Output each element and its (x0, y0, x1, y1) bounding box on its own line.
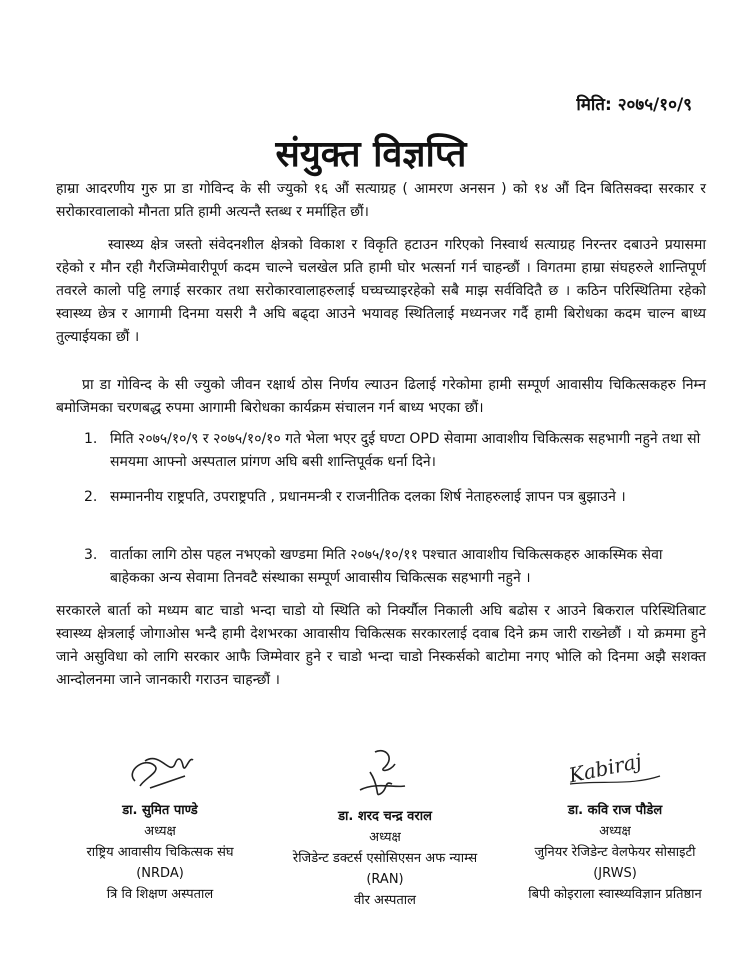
paragraph-intro: हाम्रा आदरणीय गुरु प्रा डा गोविन्द के सी ज्युको १६ औं सत्याग्रह ( आमरण अनसन ) को १४ औं दिन बितिसक्दा सरकार र सरोकारवालाको मौनता प्रति हामी अत्यन्तै स्तब्ध र मर्माहित छौं। (56, 181, 706, 220)
signatory-org: राष्ट्रिय आवासीय चिकित्सक संघ (86, 845, 234, 860)
signatory-org: रेजिडेन्ट डक्टर्स एसोसिएसन अफ न्याम्स (292, 851, 478, 866)
program-list-item-3 (84, 544, 708, 590)
signatory-org: जुनियर रेजिडेन्ट वेलफेयर सोसाइटी (534, 845, 696, 860)
list-number: 2. (84, 489, 98, 505)
signatory-hospital: वीर अस्पताल (353, 893, 416, 908)
list-number: 1. (84, 431, 98, 447)
signatory-role: अध्यक्ष (599, 824, 631, 839)
signature-sumit-icon (115, 736, 205, 796)
paragraph-program-notice: प्रा डा गोविन्द के सी ज्युको जीवन रक्षार्थ ठोस निर्णय ल्याउन ढिलाई गरेकोमा हामी सम्पूर्ण आवासीय चिकित्सकहरु निम्न बमोजिमका चरणबद्ध रुपमा आगामी बिरोधका कार्यक्रम संचालन गर्न बाध्य भएका छौं। (56, 377, 706, 416)
signatory-name: डा. कवि राज पौडेल (567, 803, 663, 818)
signatory-hospital: बिपी कोइराला स्वास्थ्यविज्ञान प्रतिष्ठान (528, 887, 702, 902)
signatory-nrda (60, 736, 260, 905)
program-list-item-2 (84, 486, 708, 509)
list-item-text: मिति २०७५/१०/९ र २०७५/१०/१० गते भेला भएर दुई घण्टा OPD सेवामा आवाशीय चिकित्सक सहभागी नहुने तथा सो समयमा आफ्नो अस्पताल प्रांगण अघि बसी शान्तिपूर्वक धर्ना दिने। (110, 431, 701, 470)
svg-text:Kabiraj: Kabiraj (566, 748, 644, 788)
list-item-text: सम्माननीय राष्ट्रपति, उपराष्ट्रपति , प्रधानमन्त्री र राजनीतिक दलका शिर्ष नेताहरुलाई ज्ञापन पत्र बुझाउने । (110, 489, 626, 505)
program-list-item-1 (84, 428, 708, 474)
signatory-abbr: (NRDA) (136, 866, 184, 881)
paragraph-closing: सरकारले बार्ता को मध्यम बाट चाडो भन्दा चाडो यो स्थिति को निर्क्यौल निकाली अघि बढोस र आउने बिकराल परिस्थितिबाट स्वास्थ्य क्षेत्रलाई जोगाओस भन्दै हामी देशभरका आवासीय चिकित्सक सरकारलाई दवाब दिने क्रम जारी राख्नेछौं । यो क्रममा हुने जाने असुविधा को लागि सरकार आफै जिम्मेवार हुने र चाडो भन्दा चाडो निस्कर्सको बाटोमा नगए भोलि को दिनमा अझै सशक्त आन्दोलनमा जाने जानकारी गराउन चाहन्छौं । (56, 603, 706, 688)
signatory-abbr: (RAN) (366, 872, 404, 887)
signatory-hospital: त्रि वि शिक्षण अस्पताल (106, 887, 214, 902)
signature-sharad-icon (340, 742, 430, 802)
paragraph-condemnation: स्वास्थ्य क्षेत्र जस्तो संवेदनशील क्षेत्रको विकाश र विकृति हटाउन गरिएको निस्वार्थ सत्याग्रह निरन्तर दबाउने प्रयासमा रहेको र मौन रही गैरजिम्मेवारीपूर्ण कदम चाल्ने चलखेल प्रति हामी घोर भत्सर्ना गर्न चाहन्छौं । विगतमा हाम्रा संघहरुले शान्तिपूर्ण तवरले कालो पट्टि लगाई सरकार तथा सरोकारवालाहरुलाई घच्घच्याइरहेको सबै माझ सर्वविदितै छ । कठिन परिस्थितिमा रहेको स्वास्थ्य छेत्र र आगामी दिनमा यसरी नै अघि बढ्दा आउने भयावह स्थितिलाई मध्यनजर गर्दै हामी बिरोधका कदम चाल्न बाध्य तुल्याईयका छौं । (56, 237, 706, 345)
list-number: 3. (84, 547, 98, 563)
signatory-role: अध्यक्ष (369, 830, 401, 845)
signature-kabiraj-icon (560, 736, 670, 796)
signatory-abbr: (JRWS) (593, 866, 637, 881)
signatory-ran (280, 742, 490, 911)
signatory-name: डा. शरद चन्द्र वराल (338, 809, 432, 824)
signatory-role: अध्यक्ष (144, 824, 176, 839)
document-title: संयुक्त विज्ञप्ति (275, 134, 467, 175)
document-date: मिति: २०७५/१०/९ (576, 95, 692, 115)
signatory-name: डा. सुमित पाण्डे (122, 803, 198, 818)
list-item-text: वार्ताका लागि ठोस पहल नभएको खण्डमा मिति २०७५/१०/११ पश्चात आवाशीय चिकित्सकहरु आकस्मिक सेवा बाहेकका अन्य सेवामा तिनवटै संस्थाका सम्पूर्ण आवासीय चिकित्सक सहभागी नहुने । (110, 547, 663, 586)
signatory-jrws (505, 736, 725, 905)
